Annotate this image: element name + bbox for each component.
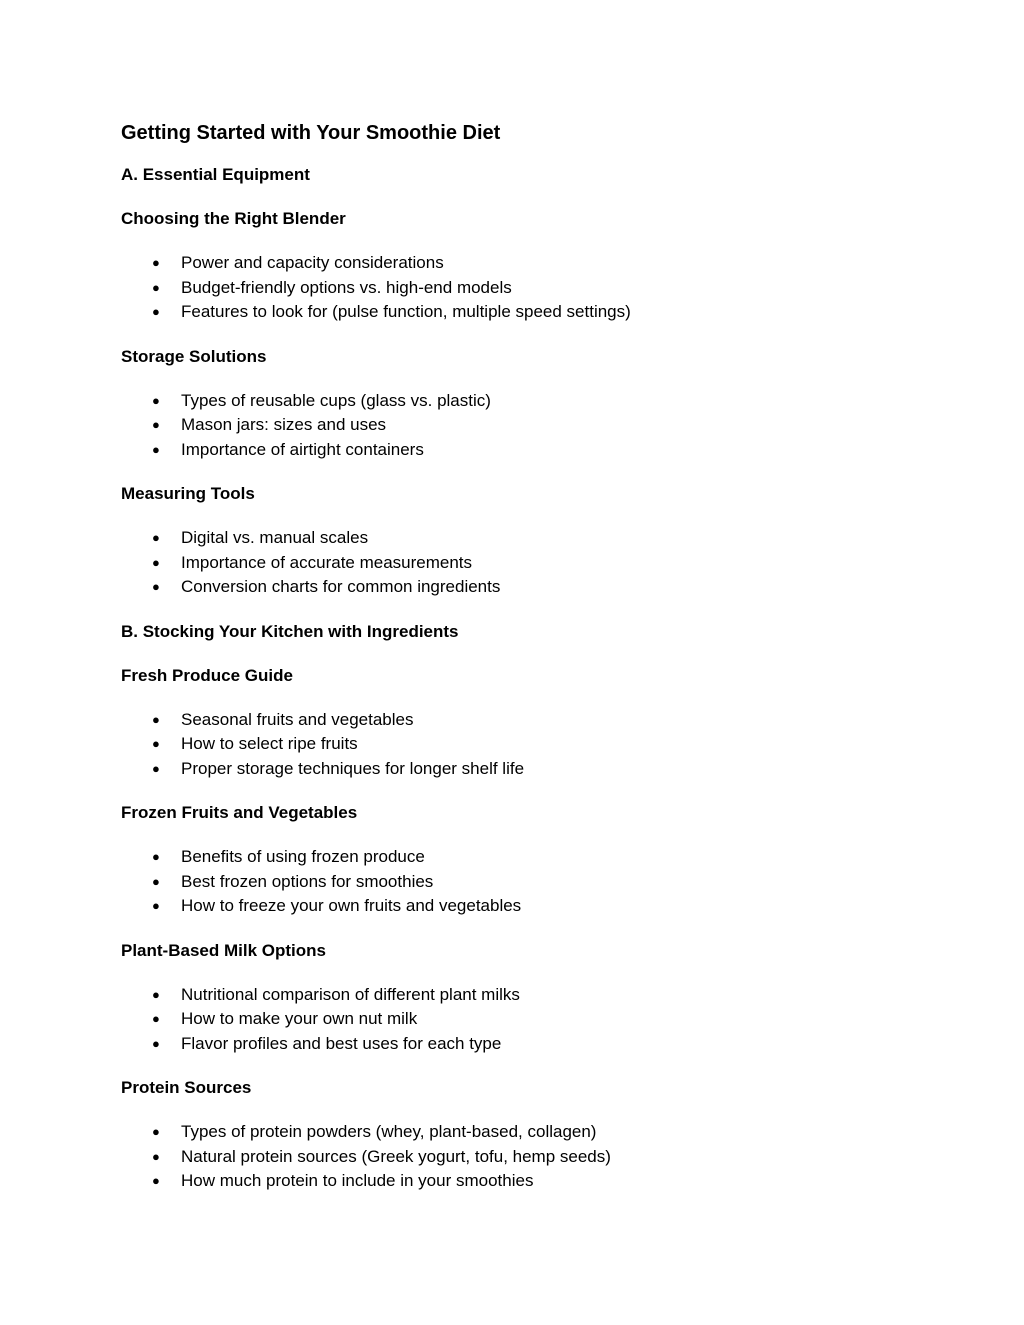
list-item-text: Seasonal fruits and vegetables bbox=[181, 709, 414, 729]
list-item-text: Benefits of using frozen produce bbox=[181, 847, 425, 866]
bullet-icon: ● bbox=[152, 1173, 160, 1188]
list-item bbox=[121, 1120, 921, 1145]
list-item-text: Features to look for (pulse function, multiple speed settings) bbox=[181, 302, 631, 321]
bullet-icon: ● bbox=[152, 441, 160, 457]
list-item bbox=[121, 845, 921, 870]
bullet-list bbox=[121, 845, 921, 919]
subheading: Measuring Tools bbox=[121, 484, 255, 503]
bullet-icon: ● bbox=[152, 1148, 160, 1164]
document-title: Getting Started with Your Smoothie Diet bbox=[121, 122, 501, 144]
section-heading: B. Stocking Your Kitchen with Ingredients bbox=[121, 621, 459, 641]
list-item bbox=[121, 300, 921, 325]
bullet-icon: ● bbox=[152, 736, 160, 751]
list-item bbox=[121, 438, 921, 463]
list-item bbox=[121, 551, 921, 576]
bullet-list bbox=[121, 708, 921, 782]
bullet-icon: ● bbox=[152, 849, 160, 864]
bullet-icon: ● bbox=[152, 1035, 160, 1051]
bullet-icon: ● bbox=[152, 304, 160, 319]
list-item-text: Budget-friendly options vs. high-end models bbox=[181, 277, 512, 297]
list-item-text: How to make your own nut milk bbox=[181, 1009, 418, 1028]
bullet-icon: ● bbox=[152, 530, 160, 545]
spacer bbox=[121, 688, 921, 708]
list-item-text: Best frozen options for smoothies bbox=[181, 871, 434, 891]
spacer bbox=[121, 231, 921, 251]
section-a bbox=[121, 163, 921, 620]
list-item-text: Conversion charts for common ingredients bbox=[181, 577, 501, 596]
bullet-icon: ● bbox=[152, 711, 160, 727]
list-item bbox=[121, 708, 921, 733]
spacer bbox=[121, 600, 921, 620]
list-item bbox=[121, 983, 921, 1008]
list-item-text: Mason jars: sizes and uses bbox=[181, 415, 387, 434]
spacer bbox=[121, 919, 921, 939]
list-item-text: Digital vs. manual scales bbox=[181, 528, 369, 547]
bullet-icon: ● bbox=[152, 873, 160, 889]
bullet-icon: ● bbox=[152, 279, 160, 295]
list-item-text: Types of protein powders (whey, plant-based, collagen) bbox=[181, 1122, 597, 1141]
list-item bbox=[121, 1145, 921, 1170]
spacer bbox=[121, 1100, 921, 1120]
bullet-icon: ● bbox=[152, 986, 160, 1002]
subheading: Plant-Based Milk Options bbox=[121, 940, 326, 960]
bullet-icon: ● bbox=[152, 554, 160, 570]
list-item-text: How to select ripe fruits bbox=[181, 734, 358, 753]
section-heading: A. Essential Equipment bbox=[121, 165, 310, 184]
document-page bbox=[121, 116, 921, 1194]
bullet-icon: ● bbox=[152, 255, 160, 270]
list-item-text: Natural protein sources (Greek yogurt, tofu, hemp seeds) bbox=[181, 1146, 611, 1166]
bullet-icon: ● bbox=[152, 1124, 160, 1139]
spacer bbox=[121, 644, 921, 664]
spacer bbox=[121, 369, 921, 389]
list-item-text: How much protein to include in your smoothies bbox=[181, 1171, 534, 1190]
list-item-text: Proper storage techniques for longer shelf life bbox=[181, 758, 525, 778]
spacer bbox=[121, 1056, 921, 1076]
list-item bbox=[121, 276, 921, 301]
list-item-text: Flavor profiles and best uses for each type bbox=[181, 1033, 502, 1053]
bullet-icon: ● bbox=[152, 760, 160, 776]
spacer bbox=[121, 825, 921, 845]
bullet-list bbox=[121, 389, 921, 463]
subheading: Frozen Fruits and Vegetables bbox=[121, 803, 358, 822]
bullet-icon: ● bbox=[152, 417, 160, 432]
list-item bbox=[121, 526, 921, 551]
spacer bbox=[121, 781, 921, 801]
subheading: Storage Solutions bbox=[121, 346, 267, 366]
bullet-list bbox=[121, 526, 921, 600]
list-item-text: How to freeze your own fruits and vegetables bbox=[181, 896, 522, 915]
list-item bbox=[121, 251, 921, 276]
bullet-list bbox=[121, 251, 921, 325]
list-item-text: Importance of accurate measurements bbox=[181, 552, 473, 572]
spacer bbox=[121, 506, 921, 526]
list-item bbox=[121, 732, 921, 757]
bullet-icon: ● bbox=[152, 579, 160, 594]
list-item bbox=[121, 1169, 921, 1194]
list-item bbox=[121, 575, 921, 600]
list-item bbox=[121, 389, 921, 414]
list-item bbox=[121, 757, 921, 782]
list-item-text: Nutritional comparison of different plant milks bbox=[181, 984, 520, 1004]
list-item bbox=[121, 894, 921, 919]
list-item-text: Power and capacity considerations bbox=[181, 253, 444, 272]
spacer bbox=[121, 187, 921, 207]
list-item bbox=[121, 1007, 921, 1032]
subheading: Choosing the Right Blender bbox=[121, 209, 346, 228]
subheading: Protein Sources bbox=[121, 1078, 252, 1097]
spacer bbox=[121, 963, 921, 983]
list-item bbox=[121, 413, 921, 438]
bullet-icon: ● bbox=[152, 1011, 160, 1026]
list-item bbox=[121, 870, 921, 895]
subheading: Fresh Produce Guide bbox=[121, 665, 293, 685]
list-item-text: Importance of airtight containers bbox=[181, 439, 424, 459]
bullet-list bbox=[121, 1120, 921, 1194]
list-item-text: Types of reusable cups (glass vs. plastic) bbox=[181, 390, 491, 410]
bullet-icon: ● bbox=[152, 392, 160, 408]
spacer bbox=[121, 325, 921, 345]
list-item bbox=[121, 1032, 921, 1057]
spacer bbox=[121, 462, 921, 482]
bullet-icon: ● bbox=[152, 898, 160, 913]
section-b bbox=[121, 620, 921, 1194]
spacer bbox=[121, 150, 921, 163]
bullet-list bbox=[121, 983, 921, 1057]
